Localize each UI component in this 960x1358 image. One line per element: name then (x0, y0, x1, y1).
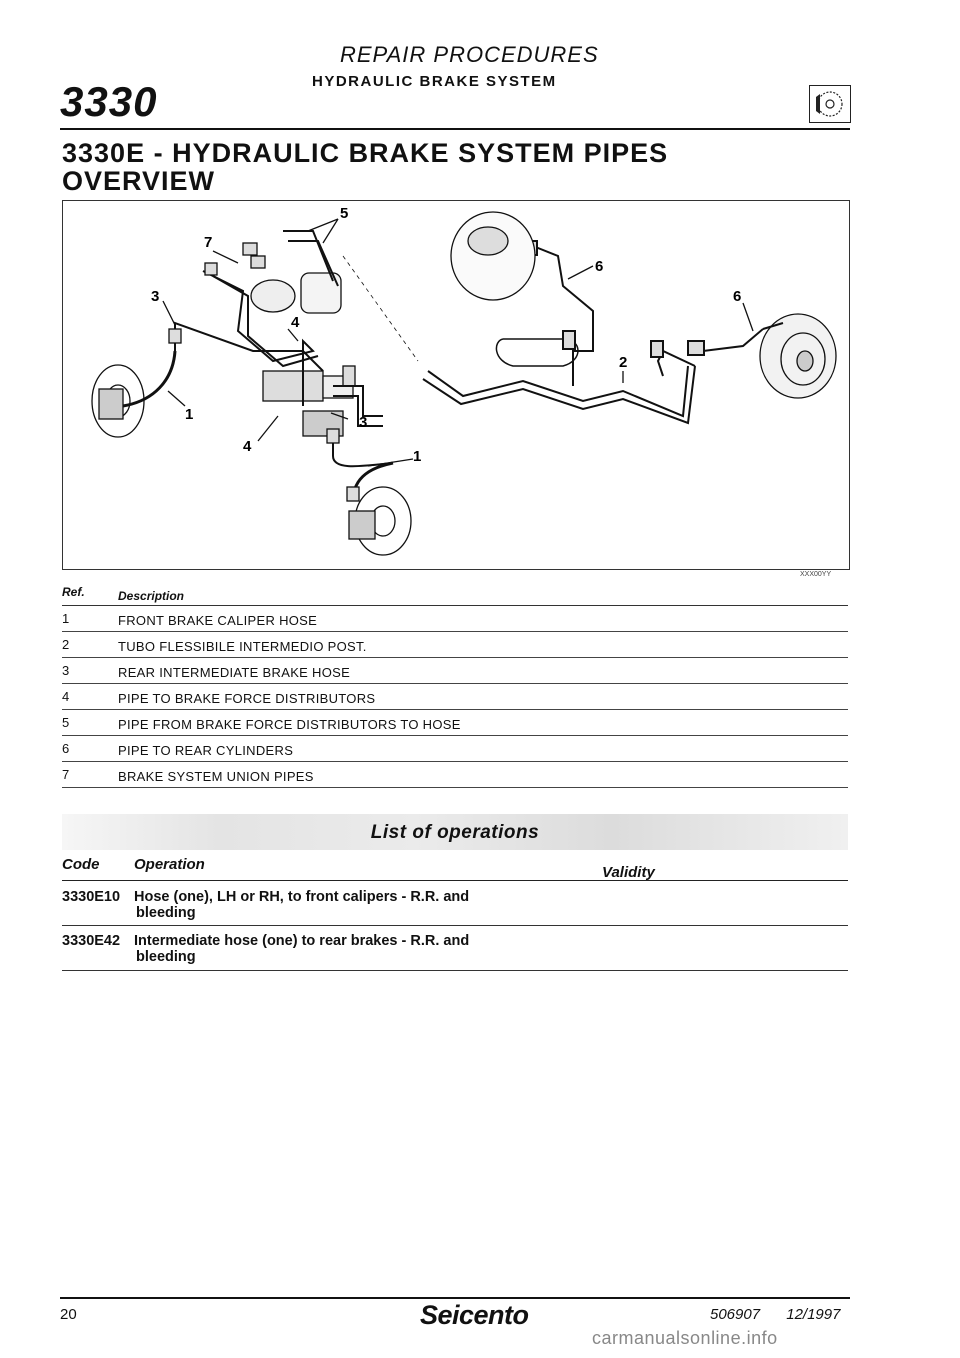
operation-code: 3330E42 (62, 933, 121, 949)
table-row (62, 657, 848, 684)
row-ref: 5 (62, 715, 70, 730)
brake-disc-icon (809, 85, 851, 123)
page-title-line2: OVERVIEW (62, 166, 216, 196)
row-description: FRONT BRAKE CALIPER HOSE (118, 613, 318, 628)
callout-1b: 1 (413, 448, 422, 465)
rear-pipe-run-drawing (343, 241, 763, 423)
callout-4b: 4 (243, 438, 252, 455)
callout-3a: 3 (151, 288, 160, 305)
row-ref: 6 (62, 741, 70, 756)
page-title (62, 139, 668, 195)
doc-number: 506907 (710, 1306, 761, 1323)
row-description: PIPE TO BRAKE FORCE DISTRIBUTORS (118, 691, 376, 706)
code-column-header: Code (62, 856, 100, 873)
row-ref: 7 (62, 767, 70, 782)
page-title-line1: 3330E - HYDRAULIC BRAKE SYSTEM PIPES (62, 138, 669, 168)
callout-3b: 3 (359, 414, 368, 431)
callout-4a: 4 (291, 314, 300, 331)
operation-column-header: Operation (134, 856, 205, 873)
ref-column-header: Ref. (62, 585, 85, 599)
operation-row (62, 881, 848, 926)
operation-text-line2: bleeding (136, 949, 196, 965)
brake-pipes-diagram (62, 200, 850, 570)
table-row (62, 735, 848, 762)
footer-rule (60, 1297, 850, 1299)
table-row (62, 761, 848, 788)
callout-2: 2 (619, 354, 628, 371)
row-ref: 2 (62, 637, 70, 652)
validity-column-header: Validity (602, 864, 655, 881)
row-ref: 1 (62, 611, 70, 626)
row-description: BRAKE SYSTEM UNION PIPES (118, 769, 314, 784)
callout-1a: 1 (185, 406, 194, 423)
operations-banner (62, 814, 848, 850)
operation-text (134, 889, 574, 921)
parts-table-header (62, 581, 848, 606)
rear-right-drum-drawing (760, 314, 836, 398)
header-subtitle: HYDRAULIC BRAKE SYSTEM (312, 73, 557, 90)
table-row (62, 631, 848, 658)
row-description: REAR INTERMEDIATE BRAKE HOSE (118, 665, 351, 680)
callout-7: 7 (204, 234, 213, 251)
operation-text (134, 933, 574, 965)
row-ref: 4 (62, 689, 70, 704)
rear-left-drum-drawing (451, 212, 535, 300)
row-description: PIPE FROM BRAKE FORCE DISTRIBUTORS TO HOSE (118, 717, 461, 732)
operations-table-header (62, 854, 848, 881)
operation-text-line1: Intermediate hose (one) to rear brakes - R.R. and (134, 933, 470, 949)
operation-text-line2: bleeding (136, 905, 196, 921)
row-description: PIPE TO REAR CYLINDERS (118, 743, 294, 758)
document-reference (710, 1306, 840, 1323)
operations-heading: List of operations (370, 822, 540, 843)
row-ref: 3 (62, 663, 70, 678)
brand-logo: Seicento (420, 1300, 529, 1330)
operation-code: 3330E10 (62, 889, 121, 905)
operation-row (62, 925, 848, 971)
callout-6b: 6 (733, 288, 742, 305)
row-description: TUBO FLESSIBILE INTERMEDIO POST. (118, 639, 367, 654)
table-row (62, 683, 848, 710)
operation-text-line1: Hose (one), LH or RH, to front calipers - R.R. and (134, 889, 470, 905)
master-cylinder-drawing (203, 231, 383, 436)
parts-table (62, 581, 848, 801)
page-number: 20 (60, 1306, 77, 1323)
front-right-disc-drawing (327, 429, 411, 555)
header-rule (60, 128, 850, 130)
doc-date: 12/1997 (786, 1306, 841, 1323)
table-row (62, 709, 848, 736)
header-title: REPAIR PROCEDURES (340, 42, 599, 67)
section-number: 3330 (60, 78, 158, 125)
callout-6a: 6 (595, 258, 604, 275)
table-row (62, 605, 848, 632)
description-column-header: Description (118, 589, 185, 603)
watermark: carmanualsonline.info (592, 1328, 778, 1348)
callout-5: 5 (340, 205, 349, 222)
figure-code: XXX00YY (800, 571, 832, 578)
